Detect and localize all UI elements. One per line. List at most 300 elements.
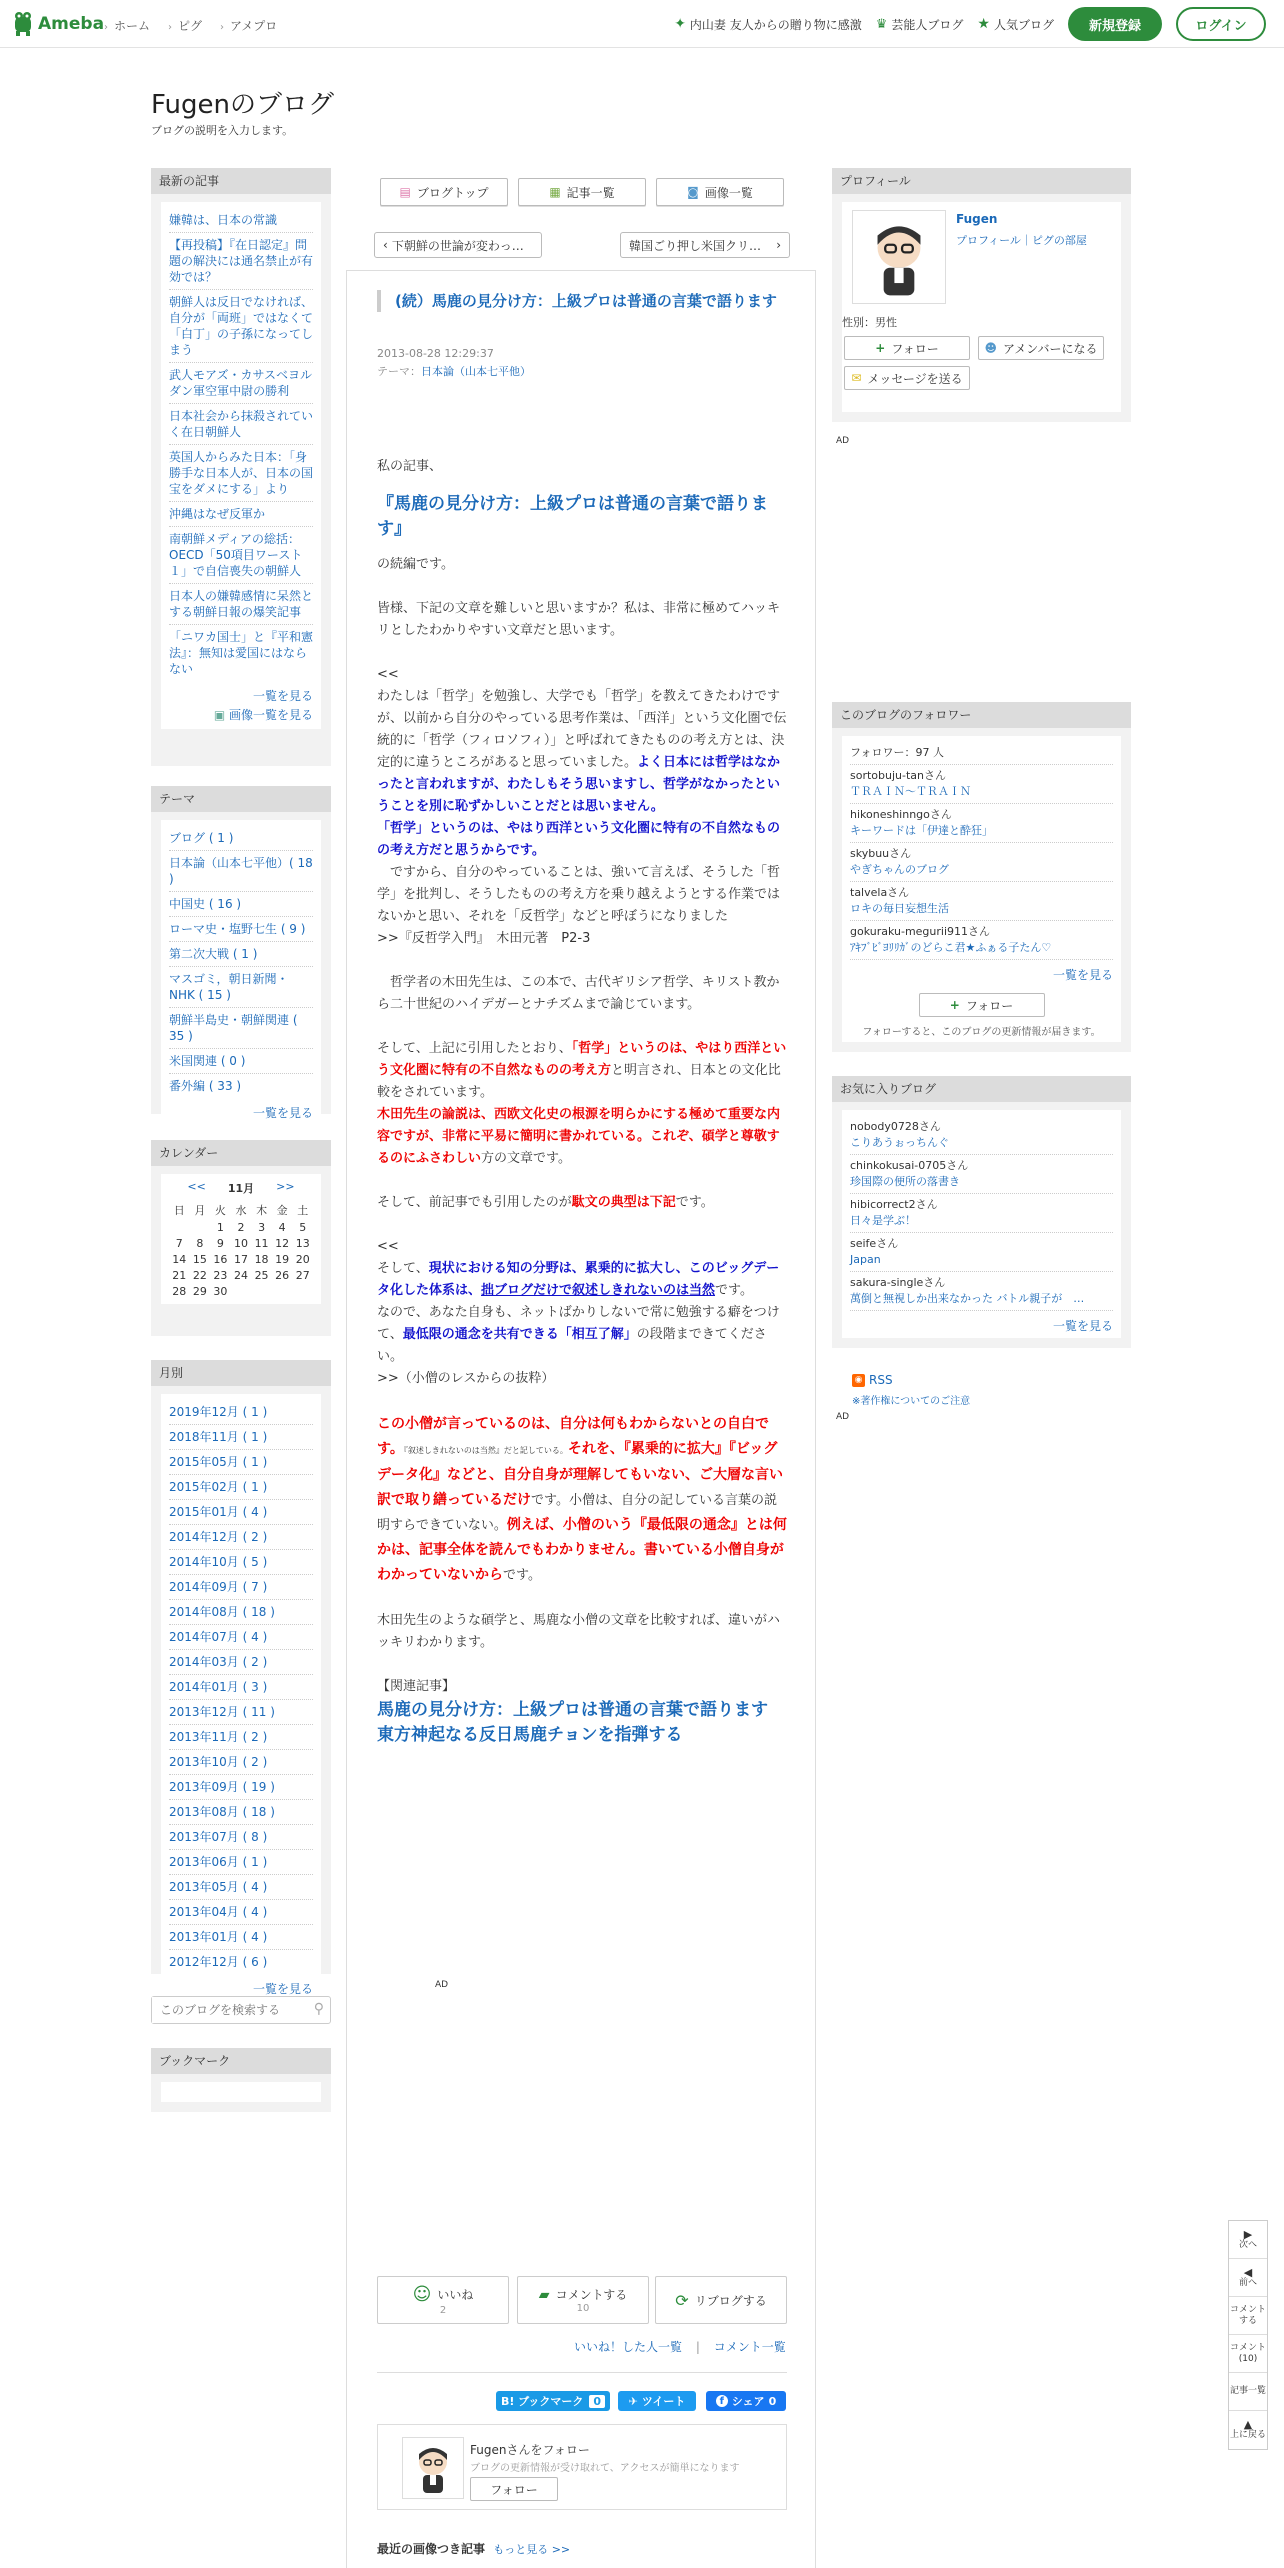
calendar-day (169, 1221, 190, 1234)
calendar-day (190, 1221, 211, 1234)
followers-note: フォローすると、このブログの更新情報が届きます。 (862, 1027, 1101, 1038)
theme-item[interactable]: 日本論（山本七平他）( 18 ) (169, 851, 313, 892)
follower-name: gokuraku-megurii911さん (850, 925, 991, 938)
related-item (377, 1698, 787, 1723)
smile-icon: ☺ (412, 2284, 432, 2305)
follower-blog[interactable]: ＴＲＡＩＮ～ＴＲＡＩＮ (850, 785, 971, 798)
quote-text: わたしは「哲学」を勉強し、大学でも「哲学」を教えてきたわけですが、以前から自分のやっている思考作業は、「西洋」という文化圏で伝統的に「哲学（フィロソフィ）」と呼ばれてきたものの考え方とは、決定的に違うところがあると思っていました。 (377, 689, 787, 770)
month-item[interactable]: 2013年01月 ( 4 ) (169, 1925, 313, 1950)
header-right (674, 7, 1266, 41)
float-comment-button[interactable]: コメントする (1229, 2297, 1267, 2335)
comment-list-link[interactable]: コメント一覧 (713, 2340, 786, 2354)
camera-icon: ◙ (687, 185, 699, 199)
body-text-span: です。 (503, 1568, 541, 1583)
month-item[interactable]: 2013年10月 ( 2 ) (169, 1750, 313, 1775)
facebook-share-button[interactable] (706, 2391, 786, 2411)
profile-gender: 性別：男性 (842, 316, 897, 329)
ameba-logo[interactable] (12, 11, 104, 37)
hatena-bookmark-button[interactable] (496, 2391, 610, 2411)
calendar-day: 13 (295, 1237, 310, 1250)
weekday: 火 (214, 1204, 226, 1217)
theme-item[interactable]: 番外編 ( 33 ) (169, 1079, 242, 1093)
facebook-icon: f (716, 2395, 728, 2407)
float-top-label: 上に戻る (1229, 2430, 1266, 2440)
calendar-day: 26 (275, 1269, 290, 1282)
calendar-prev[interactable]: << (187, 1180, 206, 1193)
amember-label: アメンバーになる (1003, 341, 1098, 356)
calendar-day: 25 (254, 1269, 269, 1282)
quote-paragraph (377, 686, 787, 818)
month-item[interactable]: 2012年12月 ( 6 ) (169, 1955, 268, 1969)
favorite-item (850, 1233, 1113, 1272)
floating-nav (1228, 2220, 1268, 2450)
favorite-blog[interactable]: Japan (850, 1253, 881, 1266)
quote-open: << (377, 667, 399, 682)
month-item[interactable]: 2014年01月 ( 3 ) (169, 1675, 313, 1700)
calendar-day: 3 (258, 1221, 266, 1234)
favorites-panel (832, 1076, 1131, 1348)
nav-pigg[interactable] (168, 17, 202, 34)
calendar-next[interactable]: >> (276, 1180, 295, 1193)
login-button[interactable]: ログイン (1176, 7, 1266, 41)
body-text-span: です。 (715, 1283, 753, 1298)
star-icon: ★ (977, 16, 990, 32)
calendar-day: 21 (172, 1269, 187, 1282)
tab-article-list[interactable] (518, 178, 646, 206)
followers-body (842, 736, 1121, 1042)
weekday: 木 (256, 1204, 268, 1217)
envelope-icon: ✉ (851, 371, 862, 385)
favorites-heading: お気に入りブログ (832, 1076, 1131, 1102)
favorite-blog[interactable]: こりあうぉっちんぐ (850, 1136, 949, 1149)
monthly-more-link[interactable]: 一覧を見る (252, 1982, 313, 1996)
follower-name: skybuuさん (850, 847, 912, 860)
body-text-span: です。 (675, 1195, 714, 1210)
related-item (377, 1723, 787, 1748)
favorite-blog[interactable]: 日々是学ぶ！ (850, 1214, 916, 1227)
body-paragraph: 私の記事、 (377, 459, 443, 474)
calendar-day: 5 (299, 1221, 307, 1234)
monthly-heading: 月別 (151, 1360, 331, 1386)
tweet-button[interactable] (618, 2391, 696, 2411)
body-paragraph: 木田先生のような碩学と、馬鹿な小僧の文章を比較すれば、違いがハッキリわかります。 (377, 1613, 781, 1650)
chevron-right-icon: › (220, 22, 225, 33)
tab-article-list-label: 記事一覧 (566, 185, 615, 200)
calendar-day: 15 (192, 1253, 207, 1266)
follower-blog[interactable]: ｱｷﾌﾞﾋﾞﾖﾘﾘｶﾞのどらこ君★ふぁる子たん♡ (850, 941, 1052, 954)
calendar-day: 1 (216, 1221, 224, 1234)
profile-links[interactable]: プロフィール｜ピグの部屋 (956, 234, 1087, 247)
recent-images-label: 最近の画像つき記事 (377, 2542, 486, 2556)
favorite-blog[interactable]: 萬倒と無視しか出来なかった バトル親子が … (850, 1292, 1085, 1305)
calendar-day: 27 (295, 1269, 310, 1282)
month-item[interactable]: 2013年12月 ( 11 ) (169, 1700, 313, 1725)
body-paragraph (377, 1192, 787, 1214)
rss-icon: ◉ (852, 1374, 865, 1387)
calendar-day: 8 (196, 1237, 204, 1250)
avatar-illustration (403, 2438, 463, 2498)
favorites-body (842, 1110, 1121, 1338)
calendar-body (161, 1174, 321, 1304)
article-date: 2013-08-28 12:29:37 (377, 347, 494, 360)
tab-image-list-label: 画像一覧 (704, 185, 753, 200)
quote-emphasis: 最低限の通念を共有できる「相互了解」 (402, 1327, 637, 1342)
theme-item[interactable]: 第二次大戦 ( 1 ) (169, 942, 313, 967)
float-article-list-button[interactable]: 記事一覧 (1229, 2373, 1267, 2411)
recent-article-item[interactable]: 朝鮮人は反日でなければ、自分が「両班」ではなくて「白丁」の子孫になってしまう (169, 290, 313, 363)
month-item[interactable]: 2014年08月 ( 18 ) (169, 1600, 313, 1625)
calendar-day: 20 (295, 1253, 310, 1266)
body-text-span: なので、あなた自身も、ネットばかりしないで常に勉強する癖をつけて、 (377, 1305, 780, 1342)
avatar-illustration (853, 211, 945, 303)
quote-source: >>（小僧のレスからの抜粋） (377, 1371, 555, 1386)
theme-item[interactable]: 中国史 ( 16 ) (169, 892, 313, 917)
calendar-grid (169, 1202, 313, 1298)
global-nav (104, 17, 277, 34)
small-note: 『叙述しきれないのは当然』だと記している。 (403, 1446, 568, 1455)
recent-article-item[interactable]: 英国人からみた日本：「身勝手な日本人が、日本の国宝をダメにする」より (169, 445, 313, 502)
nav-amepro[interactable] (220, 17, 277, 34)
themes-heading: テーマ (151, 786, 331, 812)
month-item[interactable]: 2013年11月 ( 2 ) (169, 1725, 313, 1750)
follower-blog[interactable]: やぎちゃんのブログ (850, 863, 949, 876)
calendar-panel (151, 1140, 331, 1336)
signup-button[interactable]: 新規登録 (1068, 7, 1162, 41)
theme-item[interactable]: ブログ ( 1 ) (169, 826, 313, 851)
calendar-day: 16 (213, 1253, 228, 1266)
blog-search (151, 1996, 331, 2024)
favorite-item (850, 1116, 1113, 1155)
related-link[interactable]: 馬鹿の見分け方：上級プロは普通の言葉で語ります (377, 1700, 768, 1720)
search-icon[interactable]: ⚲ (313, 2001, 324, 2017)
blog-title[interactable]: Fugenのブログ (151, 90, 334, 120)
recent-article-item[interactable]: 武人モアズ・カサスベヨルダン軍空軍中尉の勝利 (169, 363, 313, 404)
quote-open: << (377, 1239, 399, 1254)
tweet-label: ツイート (641, 2395, 686, 2408)
calendar-heading: カレンダー (151, 1140, 331, 1166)
rss-link[interactable] (852, 1373, 893, 1387)
calendar-day: 17 (233, 1253, 248, 1266)
sparkle-icon: ✦ (674, 16, 686, 32)
month-item[interactable]: 2013年05月 ( 4 ) (169, 1875, 313, 1900)
calendar-day: 7 (175, 1237, 183, 1250)
follower-name: sortobuju-tanさん (850, 769, 947, 782)
liked-users-link[interactable]: いいね！した人一覧 (574, 2340, 683, 2354)
separator: | (695, 2340, 700, 2354)
month-item[interactable]: 2019年12月 ( 1 ) (169, 1400, 313, 1425)
follower-item (850, 921, 1113, 960)
news-link-label: 内山妻 友人からの贈り物に感激 (689, 17, 862, 32)
image-list-label: 画像一覧を見る (228, 708, 313, 722)
followers-follow-label: フォロー (965, 998, 1014, 1013)
follower-name: hikoneshinngoさん (850, 808, 952, 821)
theme-item[interactable]: マスゴミ，朝日新聞・NHK ( 15 ) (169, 967, 313, 1008)
calendar-day: 18 (254, 1253, 269, 1266)
month-item[interactable]: 2013年07月 ( 8 ) (169, 1825, 313, 1850)
follower-blog[interactable]: キーワードは「伊達と酔狂」 (850, 824, 993, 837)
body-paragraph (377, 1038, 787, 1104)
red-emphasis: この小僧が言っているのは、自分は何もわからないとの自白です。 (377, 1416, 769, 1457)
follow-title: Fugenさんをフォロー (470, 2443, 590, 2457)
follower-item (850, 882, 1113, 921)
quote-paragraph (377, 1302, 787, 1368)
weekday: 水 (235, 1204, 247, 1217)
author-avatar[interactable] (402, 2437, 464, 2499)
follow-description: ブログの更新情報が受け取れて、アクセスが簡単になります (470, 2463, 740, 2474)
body-text-span: と明言され、日本との文化比較をされています。 (377, 1063, 781, 1100)
comment-count: 10 (576, 2303, 590, 2314)
red-emphasis: 「哲学」というのは、やはり西洋という文化圏に特有の不自然なものの考え方 (377, 1041, 787, 1078)
triangle-left-icon: ◀ (1243, 2265, 1253, 2279)
tab-blog-top-label: ブログトップ (416, 185, 489, 200)
red-emphasis: 駄文の典型は下記 (571, 1195, 676, 1210)
body-paragraph: の続編です。 (377, 557, 454, 572)
fb-share-label: シェア (731, 2395, 765, 2408)
celebrity-blog-label: 芸能人ブログ (891, 17, 964, 32)
monthly-archive-panel (151, 1360, 331, 1996)
weekday: 土 (297, 1204, 309, 1217)
profile-name[interactable]: Fugen (956, 212, 998, 226)
body-link-paragraph (377, 492, 787, 542)
comment-label: コメントする (555, 2288, 628, 2302)
month-item[interactable]: 2018年11月 ( 1 ) (169, 1425, 313, 1450)
month-item[interactable]: 2014年10月 ( 5 ) (169, 1550, 313, 1575)
recent-images-more[interactable]: もっと見る >> (493, 2543, 571, 2556)
like-count: 2 (439, 2305, 447, 2316)
related-link[interactable]: 東方神起なる反日馬鹿チョンを指弾する (377, 1725, 683, 1745)
recent-article-item[interactable]: 「ニワカ国士」と『平和憲法』：無知は愛国にはならない (169, 630, 314, 676)
float-prev-button[interactable] (1229, 2259, 1267, 2297)
float-top-button[interactable] (1229, 2411, 1267, 2449)
calendar-month: 11月 (227, 1182, 255, 1195)
recent-articles-list (161, 202, 321, 729)
hatena-label: B! ブックマーク (500, 2395, 584, 2408)
month-item[interactable]: 2014年03月 ( 2 ) (169, 1650, 313, 1675)
calendar-day: 19 (275, 1253, 290, 1266)
followers-follow-button[interactable] (919, 993, 1045, 1017)
profile-avatar[interactable] (852, 210, 946, 304)
follow-button[interactable]: フォロー (470, 2477, 558, 2501)
month-item[interactable]: 2013年06月 ( 1 ) (169, 1850, 313, 1875)
comment-button[interactable] (517, 2276, 649, 2324)
recent-images-heading (377, 2540, 570, 2557)
global-header (0, 0, 1284, 48)
followers-heading: このブログのフォロワー (832, 702, 1131, 728)
recent-articles-panel (151, 168, 331, 766)
chevron-left-icon: ‹ (383, 238, 388, 252)
next-article-button[interactable] (620, 232, 790, 258)
followers-more-link[interactable]: 一覧を見る (1052, 968, 1113, 982)
rss-label: RSS (869, 1373, 893, 1387)
body-text-span: そして、前記事でも引用したのが (377, 1195, 572, 1210)
themes-panel (151, 786, 331, 1120)
quote-emphasis: 現状における知の分野は、累乗的に拡大し、このビッグデータ化した体系は、 (377, 1261, 780, 1298)
follower-name: talvelaさん (850, 886, 910, 899)
quote-emphasis: よく日本には哲学はなかったと言われますが、わたしもそう思いますし、哲学がなかったということを別に恥ずかしいことだとは思いません。 (377, 755, 781, 814)
amember-button[interactable] (978, 336, 1104, 360)
quote-paragraph (377, 1258, 787, 1302)
month-item[interactable]: 2013年08月 ( 18 ) (169, 1800, 313, 1825)
followers-panel (832, 702, 1131, 1052)
twitter-bird-icon: ✈ (628, 2394, 638, 2408)
follower-item (850, 843, 1113, 882)
month-item[interactable]: 2013年09月 ( 19 ) (169, 1775, 313, 1800)
plus-icon: + (875, 341, 886, 355)
next-article-label: 韓国ごり押し米国クリ… (629, 238, 762, 253)
calendar-day: 28 (172, 1285, 187, 1298)
weekday: 日 (173, 1204, 185, 1217)
tab-blog-top[interactable] (380, 178, 508, 206)
recent-article-item[interactable]: 嫌韓は、日本の常識 (169, 208, 313, 233)
quote-paragraph: ですから、自分のやっていることは、強いて言えば、そうした「哲学」を批判し、そうしたものの考え方を乗り越えようとする作業ではないかと思い、それを「反哲学」などと呼ぼうになりました (377, 865, 781, 924)
theme-link[interactable]: 日本論（山本七平他） (421, 365, 531, 378)
send-message-button[interactable] (844, 366, 970, 390)
profile-follow-button[interactable] (844, 336, 970, 360)
tab-image-list[interactable] (656, 178, 784, 206)
red-emphasis: それを、『累乗的に拡大』『ビッグデータ化』などと、自分自身が理解してもいない、ご大層な言い訳で取り繕っているだけ (377, 1441, 783, 1508)
reblog-label: リブログする (694, 2293, 767, 2308)
amember-icon: ☻ (984, 341, 998, 355)
chevron-right-icon: › (168, 22, 173, 33)
calendar-day: 11 (254, 1237, 269, 1250)
plus-icon: + (949, 998, 960, 1012)
float-next-button[interactable] (1229, 2221, 1267, 2259)
quote-source: >>『反哲学入門』 木田元著 P2-3 (377, 931, 591, 946)
weekday: 月 (194, 1204, 206, 1217)
bookmark-body (161, 2082, 321, 2102)
body-text-span: の段階まできてください。 (377, 1327, 767, 1364)
calendar-day: 10 (233, 1237, 248, 1250)
favorite-item (850, 1194, 1113, 1233)
related-heading: 【関連記事】 (377, 1679, 456, 1694)
reblog-button[interactable] (655, 2276, 787, 2324)
celebrity-blog-link[interactable] (876, 16, 964, 33)
popular-blog-label: 人気ブログ (993, 17, 1054, 32)
quote-paragraph (377, 818, 787, 862)
quote-link-emphasis: 拙ブログだけで叙述しきれないのは当然 (481, 1283, 716, 1298)
article-theme (377, 363, 531, 379)
bookmark-panel (151, 2048, 331, 2112)
follower-blog[interactable]: ロキの毎日妄想生活 (850, 902, 949, 915)
chevron-right-icon: › (776, 238, 781, 252)
theme-item[interactable]: 朝鮮半島史・朝鮮関連 ( 35 ) (169, 1008, 313, 1049)
calendar-day: 9 (216, 1237, 224, 1250)
body-text-span: そして、 (377, 1261, 429, 1276)
nav-home[interactable] (104, 17, 150, 34)
month-item[interactable]: 2015年01月 ( 4 ) (169, 1500, 313, 1525)
body-text-span: そして、上記に引用したとおり、 (377, 1041, 572, 1056)
ad-label: AD (836, 436, 850, 446)
month-item[interactable]: 2013年04月 ( 4 ) (169, 1900, 313, 1925)
news-link[interactable] (674, 16, 862, 33)
fb-share-count: 0 (768, 2394, 777, 2408)
like-links (574, 2338, 786, 2355)
float-comment-count-button[interactable]: コメント(10) (1229, 2335, 1267, 2373)
favorite-user: chinkokusai-0705さん (850, 1159, 969, 1172)
popular-blog-link[interactable] (977, 16, 1054, 33)
article-link[interactable]: 『馬鹿の見分け方：上級プロは普通の言葉で語ります』 (377, 494, 768, 539)
month-item[interactable]: 2014年09月 ( 7 ) (169, 1575, 313, 1600)
chevron-right-icon: › (104, 22, 108, 33)
triangle-right-icon: ▶ (1243, 2227, 1253, 2241)
favorite-item (850, 1155, 1113, 1194)
divider (377, 2372, 787, 2373)
theme-item[interactable]: 米国関連 ( 0 ) (169, 1049, 313, 1074)
copyright-link[interactable]: ※著作権についてのご注意 (852, 1396, 971, 1407)
nav-pigg-label: ピグ (178, 19, 203, 33)
recent-more-link[interactable]: 一覧を見る (252, 689, 313, 703)
image-list-link[interactable] (169, 704, 313, 723)
bookmark-heading: ブックマーク (151, 2048, 331, 2074)
article-title[interactable]: (続）馬鹿の見分け方：上級プロは普通の言葉で語ります (377, 290, 787, 312)
triangle-up-icon: ▲ (1243, 2418, 1253, 2431)
body-text-span: 方の文章です。 (481, 1151, 571, 1166)
recent-article-item[interactable]: 【再投稿】『在日認定』問題の解決には通名禁止が有効では？ (169, 233, 313, 290)
calendar-day: 24 (233, 1269, 248, 1282)
favorite-user: seifeさん (850, 1237, 899, 1250)
article-body (377, 456, 787, 1748)
calendar-day: 22 (192, 1269, 207, 1282)
profile-follow-label: フォロー (891, 341, 939, 356)
favorite-user: sakura-singleさん (850, 1276, 946, 1289)
follower-item (850, 804, 1113, 843)
calendar-day: 30 (213, 1285, 228, 1298)
profile-heading: プロフィール (832, 168, 1131, 194)
blog-search-input[interactable] (152, 1997, 297, 2023)
ad-label: AD (435, 1980, 449, 1990)
recent-articles-heading: 最新の記事 (151, 168, 331, 194)
logo-text: Ameba (38, 14, 105, 34)
recent-article-item[interactable]: 沖縄はなぜ反軍か (169, 502, 313, 527)
month-item[interactable]: 2015年05月 ( 1 ) (169, 1450, 313, 1475)
month-item[interactable]: 2014年07月 ( 4 ) (169, 1625, 313, 1650)
month-item[interactable]: 2015年02月 ( 1 ) (169, 1475, 313, 1500)
themes-list (161, 820, 321, 1127)
quote-emphasis: 「哲学」というのは、やはり西洋という文化圏に特有の不自然なものの考え方だと思うからです。 (377, 821, 781, 858)
like-button[interactable] (377, 2276, 509, 2324)
article-list-icon: ▦ (549, 185, 561, 199)
blog-top-icon: ▤ (399, 185, 411, 199)
body-paragraph (377, 1412, 787, 1588)
themes-more-link[interactable]: 一覧を見る (252, 1106, 313, 1120)
prev-article-button[interactable] (374, 232, 542, 258)
recent-article-item[interactable]: 南朝鮮メディアの総括：OECD「50項目ワースト１」で自信喪失の朝鮮人 (169, 527, 313, 584)
ad-label: AD (836, 1412, 850, 1422)
nav-amepro-label: アメプロ (230, 19, 278, 33)
calendar-day: 4 (278, 1221, 286, 1234)
follower-item (850, 765, 1113, 804)
weekday: 金 (276, 1204, 288, 1217)
theme-item[interactable]: ローマ史・塩野七生 ( 9 ) (169, 917, 313, 942)
body-paragraph (377, 1104, 787, 1170)
favorites-more-link[interactable]: 一覧を見る (1052, 1319, 1113, 1333)
body-paragraph: 皆様、下記の文章を難しいと思いますか？私は、非常に極めてハッキリとしたわかりやすい文章だと思います。 (377, 601, 781, 638)
month-item[interactable]: 2014年12月 ( 2 ) (169, 1525, 313, 1550)
calendar-day: 2 (237, 1221, 245, 1234)
favorite-blog[interactable]: 珍国際の便所の落書き (850, 1175, 960, 1188)
red-emphasis: 例えば、小僧のいう『最低限の通念』とは何かは、記事全体を読んでもわかりません。書いている小僧自身がわかっていないから (377, 1517, 787, 1583)
reblog-icon: ⟳ (675, 2290, 689, 2310)
blog-description: ブログの説明を入力します。 (151, 124, 294, 137)
comment-icon: ▰ (538, 2286, 550, 2303)
recent-article-item[interactable]: 日本社会から抹殺されていく在日朝鮮人 (169, 404, 313, 445)
recent-article-item[interactable]: 日本人の嫌韓感情に呆然とする朝鮮日報の爆笑記事 (169, 584, 313, 625)
profile-panel (832, 168, 1131, 422)
float-prev-label: 前へ (1238, 2277, 1257, 2288)
favorite-user: hibicorrect2さん (850, 1198, 938, 1211)
calendar-day: 12 (275, 1237, 290, 1250)
nav-home-label: ホーム (114, 19, 151, 33)
